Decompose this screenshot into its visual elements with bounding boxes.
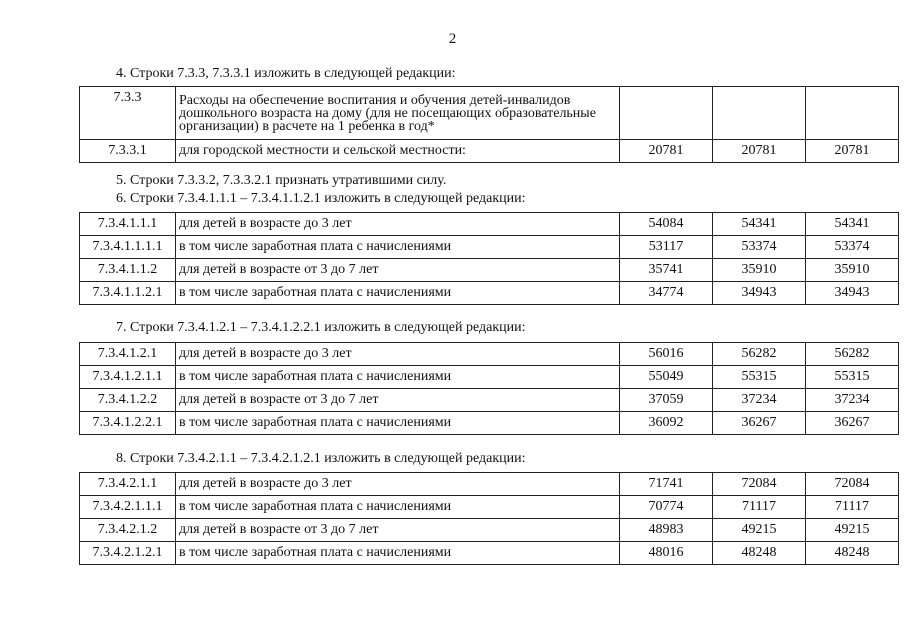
row-value-2: 48248 — [713, 542, 806, 565]
row-description: для детей в возрасте от 3 до 7 лет — [176, 259, 620, 282]
row-value-3: 34943 — [806, 282, 899, 305]
row-value-1: 56016 — [620, 343, 713, 366]
row-code: 7.3.4.2.1.1 — [80, 473, 176, 496]
table-row — [80, 412, 899, 435]
row-code: 7.3.4.1.1.1 — [80, 213, 176, 236]
row-description: Расходы на обеспечение воспитания и обучения детей-инвалидов дошкольного возраста на дому (для не посещающих образовательные организации) в расчете на 1 ребенка в год* — [176, 87, 620, 140]
row-value-3: 37234 — [806, 389, 899, 412]
table-row — [80, 473, 899, 496]
row-value-1: 48016 — [620, 542, 713, 565]
row-value-3: 20781 — [806, 140, 899, 163]
table-section-8 — [79, 472, 899, 565]
table-row — [80, 519, 899, 542]
row-description: в том числе заработная плата с начислениями — [176, 542, 620, 565]
table-row — [80, 282, 899, 305]
row-value-2: 72084 — [713, 473, 806, 496]
row-code: 7.3.4.1.1.1.1 — [80, 236, 176, 259]
row-description: для детей в возрасте до 3 лет — [176, 343, 620, 366]
row-code: 7.3.4.1.1.2.1 — [80, 282, 176, 305]
row-value-1: 35741 — [620, 259, 713, 282]
row-description: в том числе заработная плата с начислениями — [176, 282, 620, 305]
row-value-3: 36267 — [806, 412, 899, 435]
table-section-7 — [79, 342, 899, 435]
page-number: 2 — [448, 31, 457, 47]
table-row — [80, 213, 899, 236]
row-value-2: 20781 — [713, 140, 806, 163]
row-value-1: 53117 — [620, 236, 713, 259]
table-section-6 — [79, 212, 899, 305]
row-value-3: 35910 — [806, 259, 899, 282]
row-code: 7.3.3.1 — [80, 140, 176, 163]
row-value-1: 37059 — [620, 389, 713, 412]
row-value-3: 55315 — [806, 366, 899, 389]
instruction-6: 6. Строки 7.3.4.1.1.1 – 7.3.4.1.1.2.1 изложить в следующей редакции: — [116, 191, 526, 206]
table-row — [80, 366, 899, 389]
row-description: в том числе заработная плата с начислениями — [176, 236, 620, 259]
instruction-8: 8. Строки 7.3.4.2.1.1 – 7.3.4.2.1.2.1 изложить в следующей редакции: — [116, 451, 526, 466]
row-value-3: 53374 — [806, 236, 899, 259]
table-row — [80, 259, 899, 282]
row-value-2: 37234 — [713, 389, 806, 412]
row-code: 7.3.4.1.2.2 — [80, 389, 176, 412]
instruction-7: 7. Строки 7.3.4.1.2.1 – 7.3.4.1.2.2.1 изложить в следующей редакции: — [116, 320, 526, 335]
table-row — [80, 389, 899, 412]
table-row — [80, 542, 899, 565]
row-value-1: 48983 — [620, 519, 713, 542]
row-description: для детей в возрасте от 3 до 7 лет — [176, 519, 620, 542]
row-value-1: 20781 — [620, 140, 713, 163]
instruction-5: 5. Строки 7.3.3.2, 7.3.3.2.1 признать утратившими силу. — [116, 173, 447, 188]
row-code: 7.3.4.2.1.1.1 — [80, 496, 176, 519]
row-value-3: 72084 — [806, 473, 899, 496]
table-row — [80, 496, 899, 519]
row-description: для городской местности и сельской местности: — [176, 140, 620, 163]
row-value-2: 34943 — [713, 282, 806, 305]
row-value-3: 48248 — [806, 542, 899, 565]
row-code: 7.3.4.1.2.1.1 — [80, 366, 176, 389]
table-row — [80, 87, 899, 140]
row-code: 7.3.4.1.1.2 — [80, 259, 176, 282]
table-row — [80, 236, 899, 259]
row-value-1: 54084 — [620, 213, 713, 236]
row-description: для детей в возрасте до 3 лет — [176, 473, 620, 496]
row-value-1 — [620, 87, 713, 140]
row-value-3: 54341 — [806, 213, 899, 236]
row-value-2: 56282 — [713, 343, 806, 366]
row-description: для детей в возрасте от 3 до 7 лет — [176, 389, 620, 412]
row-description: для детей в возрасте до 3 лет — [176, 213, 620, 236]
row-code: 7.3.4.2.1.2.1 — [80, 542, 176, 565]
row-value-1: 70774 — [620, 496, 713, 519]
row-value-1: 55049 — [620, 366, 713, 389]
row-code: 7.3.4.2.1.2 — [80, 519, 176, 542]
row-value-2: 49215 — [713, 519, 806, 542]
row-value-2: 36267 — [713, 412, 806, 435]
row-value-2: 54341 — [713, 213, 806, 236]
row-value-2 — [713, 87, 806, 140]
instruction-4: 4. Строки 7.3.3, 7.3.3.1 изложить в следующей редакции: — [116, 66, 456, 81]
row-value-1: 71741 — [620, 473, 713, 496]
row-description: в том числе заработная плата с начислениями — [176, 496, 620, 519]
row-description: в том числе заработная плата с начислениями — [176, 412, 620, 435]
row-value-3 — [806, 87, 899, 140]
row-value-2: 53374 — [713, 236, 806, 259]
row-value-3: 49215 — [806, 519, 899, 542]
table-row — [80, 140, 899, 163]
row-value-2: 35910 — [713, 259, 806, 282]
row-value-3: 71117 — [806, 496, 899, 519]
row-value-1: 36092 — [620, 412, 713, 435]
row-value-2: 55315 — [713, 366, 806, 389]
row-value-2: 71117 — [713, 496, 806, 519]
row-code: 7.3.3 — [80, 87, 176, 140]
row-code: 7.3.4.1.2.2.1 — [80, 412, 176, 435]
table-section-4 — [79, 86, 899, 163]
row-value-3: 56282 — [806, 343, 899, 366]
row-value-1: 34774 — [620, 282, 713, 305]
row-code: 7.3.4.1.2.1 — [80, 343, 176, 366]
row-description: в том числе заработная плата с начислениями — [176, 366, 620, 389]
table-row — [80, 343, 899, 366]
